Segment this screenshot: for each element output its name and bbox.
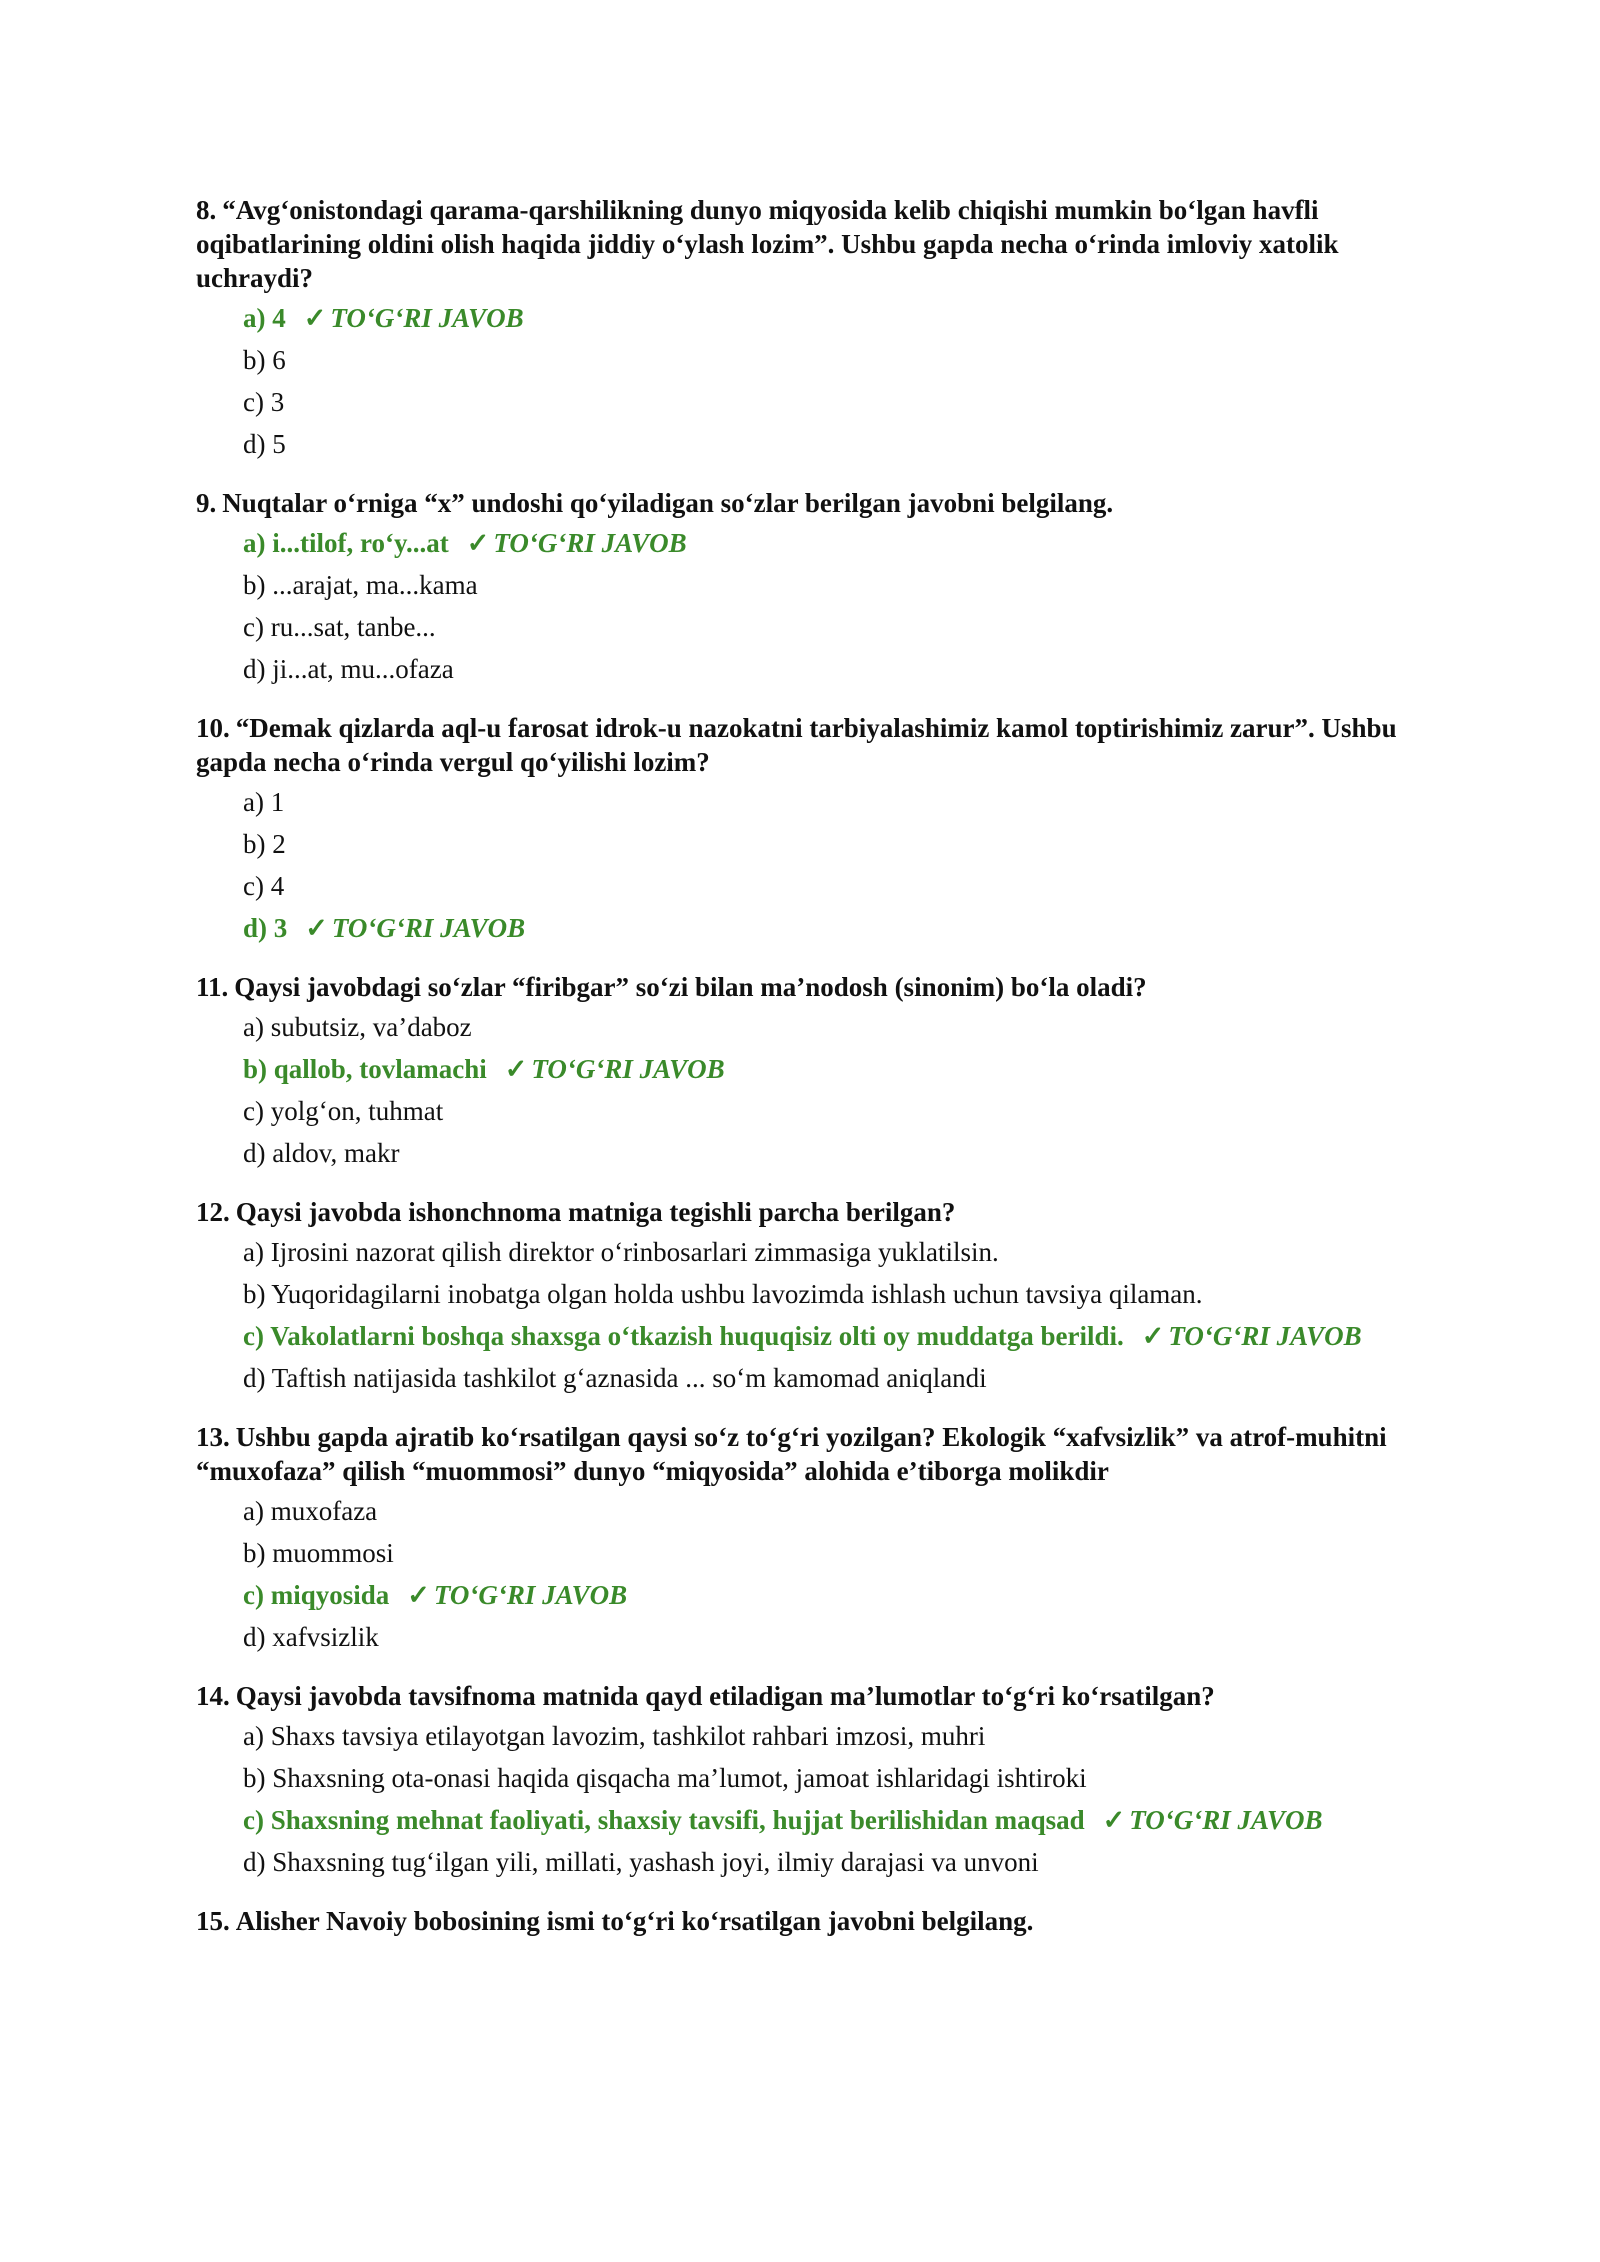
answer-option-text: d) ji...at, mu...ofaza <box>243 654 454 684</box>
answer-option-text: c) 4 <box>243 871 285 901</box>
question-10 <box>196 711 1400 945</box>
answer-options <box>243 1719 1400 1879</box>
answer-options <box>243 785 1400 945</box>
answer-option[interactable] <box>243 1494 1400 1528</box>
answer-options <box>243 1494 1400 1654</box>
question-body: “Avg‘onistondagi qarama-qarshilikning dunyo miqyosida kelib chiqishi mumkin bo‘lgan havfli oqibatlarining oldini olish haqida jiddiy o‘ylash lozim”. Ushbu gapda necha o‘rinda imloviy xatolik uchraydi? <box>196 195 1339 293</box>
question-8 <box>196 193 1400 461</box>
correct-answer-label: TO‘G‘RI JAVOB <box>331 913 526 943</box>
answer-option-correct[interactable] <box>243 1578 1400 1612</box>
answer-option-text: b) qallob, tovlamachi <box>243 1054 487 1084</box>
question-number: 15. <box>196 1906 230 1936</box>
answer-option-text: c) 3 <box>243 387 285 417</box>
answer-options <box>243 526 1400 686</box>
question-12 <box>196 1195 1400 1395</box>
answer-options <box>243 301 1400 461</box>
question-text <box>196 193 1400 295</box>
answer-option-text: b) Yuqoridagilarni inobatga olgan holda ushbu lavozimda ishlash uchun tavsiya qilaman. <box>243 1279 1203 1309</box>
question-body: Qaysi javobda ishonchnoma matniga tegishli parcha berilgan? <box>235 1197 956 1227</box>
correct-answer-label: TO‘G‘RI JAVOB <box>531 1054 725 1084</box>
answer-option-text: a) subutsiz, va’daboz <box>243 1012 472 1042</box>
question-text <box>196 486 1400 520</box>
answer-option[interactable] <box>243 610 1400 644</box>
question-number: 12. <box>196 1197 230 1227</box>
question-body: “Demak qizlarda aql-u farosat idrok-u nazokatni tarbiyalashimiz kamol toptirishimiz zarur”. Ushbu gapda necha o‘rinda vergul qo‘yilishi lozim? <box>196 713 1397 777</box>
answer-option-correct[interactable] <box>243 526 1400 560</box>
question-15 <box>196 1904 1400 1938</box>
question-14 <box>196 1679 1400 1879</box>
answer-option-text: a) 1 <box>243 787 285 817</box>
checkmark-icon: ✓ <box>305 913 328 943</box>
answer-option[interactable] <box>243 1620 1400 1654</box>
answer-option-text: a) muxofaza <box>243 1496 378 1526</box>
answer-option[interactable] <box>243 869 1400 903</box>
question-body: Ushbu gapda ajratib ko‘rsatilgan qaysi so‘z to‘g‘ri yozilgan? Ekologik “xafvsizlik” va atrof-muhitni “muxofaza” qilish “muommosi” dunyo “miqyosida” alohida e’tiborga molikdir <box>196 1422 1387 1486</box>
question-number: 9. <box>196 488 217 518</box>
answer-option[interactable] <box>243 568 1400 602</box>
question-body: Nuqtalar o‘rniga “x” undoshi qo‘yiladigan so‘zlar berilgan javobni belgilang. <box>222 488 1114 518</box>
question-number: 8. <box>196 195 217 225</box>
answer-option-text: a) 4 <box>243 303 286 333</box>
checkmark-icon: ✓ <box>303 303 327 333</box>
answer-option-text: b) 2 <box>243 829 286 859</box>
answer-option-text: d) 3 <box>243 913 288 943</box>
question-body: Qaysi javobdagi so‘zlar “firibgar” so‘zi bilan ma’nodosh (sinonim) bo‘la oladi? <box>234 972 1147 1002</box>
answer-option[interactable] <box>243 827 1400 861</box>
answer-option-text: a) i...tilof, ro‘y...at <box>243 528 449 558</box>
answer-option-text: b) muommosi <box>243 1538 394 1568</box>
checkmark-icon: ✓ <box>504 1054 528 1084</box>
answer-option-correct[interactable] <box>243 1803 1400 1837</box>
answer-option-text: c) Vakolatlarni boshqa shaxsga o‘tkazish huquqisiz olti oy muddatga berildi. <box>243 1321 1124 1351</box>
question-text <box>196 970 1400 1004</box>
question-body: Qaysi javobda tavsifnoma matnida qayd etiladigan ma’lumotlar to‘g‘ri ko‘rsatilgan? <box>235 1681 1215 1711</box>
answer-option[interactable] <box>243 1845 1400 1879</box>
answer-option-correct[interactable] <box>243 911 1400 945</box>
question-11 <box>196 970 1400 1170</box>
answer-option[interactable] <box>243 427 1400 461</box>
question-number: 10. <box>196 713 230 743</box>
correct-answer-label: TO‘G‘RI JAVOB <box>1129 1805 1323 1835</box>
answer-option[interactable] <box>243 1235 1400 1269</box>
answer-option[interactable] <box>243 1010 1400 1044</box>
answer-option[interactable] <box>243 652 1400 686</box>
question-9 <box>196 486 1400 686</box>
question-text <box>196 711 1400 779</box>
answer-option[interactable] <box>243 1361 1400 1395</box>
question-text <box>196 1904 1400 1938</box>
answer-option[interactable] <box>243 343 1400 377</box>
answer-option-text: d) aldov, makr <box>243 1138 400 1168</box>
answer-option-correct[interactable] <box>243 1052 1400 1086</box>
answer-option-text: c) miqyosida <box>243 1580 390 1610</box>
answer-option-text: b) Shaxsning ota-onasi haqida qisqacha ma’lumot, jamoat ishlaridagi ishtiroki <box>243 1763 1087 1793</box>
answer-option[interactable] <box>243 385 1400 419</box>
answer-option[interactable] <box>243 785 1400 819</box>
answer-option-text: d) Shaxsning tug‘ilgan yili, millati, yashash joyi, ilmiy darajasi va unvoni <box>243 1847 1039 1877</box>
answer-option-correct[interactable] <box>243 1319 1400 1353</box>
answer-option-text: c) ru...sat, tanbe... <box>243 612 436 642</box>
answer-option-text: c) Shaxsning mehnat faoliyati, shaxsiy tavsifi, hujjat berilishidan maqsad <box>243 1805 1085 1835</box>
correct-answer-label: TO‘G‘RI JAVOB <box>493 528 687 558</box>
question-text <box>196 1679 1400 1713</box>
question-number: 11. <box>196 972 229 1002</box>
question-number: 13. <box>196 1422 230 1452</box>
answer-option-text: b) 6 <box>243 345 286 375</box>
answer-option-text: a) Shaxs tavsiya etilayotgan lavozim, tashkilot rahbari imzosi, muhri <box>243 1721 986 1751</box>
answer-option[interactable] <box>243 1277 1400 1311</box>
answer-option[interactable] <box>243 1136 1400 1170</box>
question-body: Alisher Navoiy bobosining ismi to‘g‘ri ko‘rsatilgan javobni belgilang. <box>235 1906 1034 1936</box>
question-13 <box>196 1420 1400 1654</box>
answer-option[interactable] <box>243 1094 1400 1128</box>
correct-answer-label: TO‘G‘RI JAVOB <box>330 303 524 333</box>
answer-options <box>243 1010 1400 1170</box>
question-text <box>196 1420 1400 1488</box>
question-text <box>196 1195 1400 1229</box>
question-number: 14. <box>196 1681 230 1711</box>
answer-option-correct[interactable] <box>243 301 1400 335</box>
correct-answer-label: TO‘G‘RI JAVOB <box>433 1580 628 1610</box>
answer-option-text: d) 5 <box>243 429 286 459</box>
checkmark-icon: ✓ <box>1141 1321 1165 1351</box>
answer-options <box>243 1235 1400 1395</box>
answer-option-text: d) xafvsizlik <box>243 1622 379 1652</box>
checkmark-icon: ✓ <box>1102 1805 1126 1835</box>
answer-option[interactable] <box>243 1536 1400 1570</box>
answer-option-text: d) Taftish natijasida tashkilot g‘aznasida ... so‘m kamomad aniqlandi <box>243 1363 987 1393</box>
checkmark-icon: ✓ <box>466 528 490 558</box>
correct-answer-label: TO‘G‘RI JAVOB <box>1168 1321 1362 1351</box>
checkmark-icon: ✓ <box>407 1580 430 1610</box>
answer-option[interactable] <box>243 1761 1400 1795</box>
answer-option[interactable] <box>243 1719 1400 1753</box>
answer-option-text: c) yolg‘on, tuhmat <box>243 1096 444 1126</box>
answer-option-text: a) Ijrosini nazorat qilish direktor o‘rinbosarlari zimmasiga yuklatilsin. <box>243 1237 999 1267</box>
answer-option-text: b) ...arajat, ma...kama <box>243 570 478 600</box>
